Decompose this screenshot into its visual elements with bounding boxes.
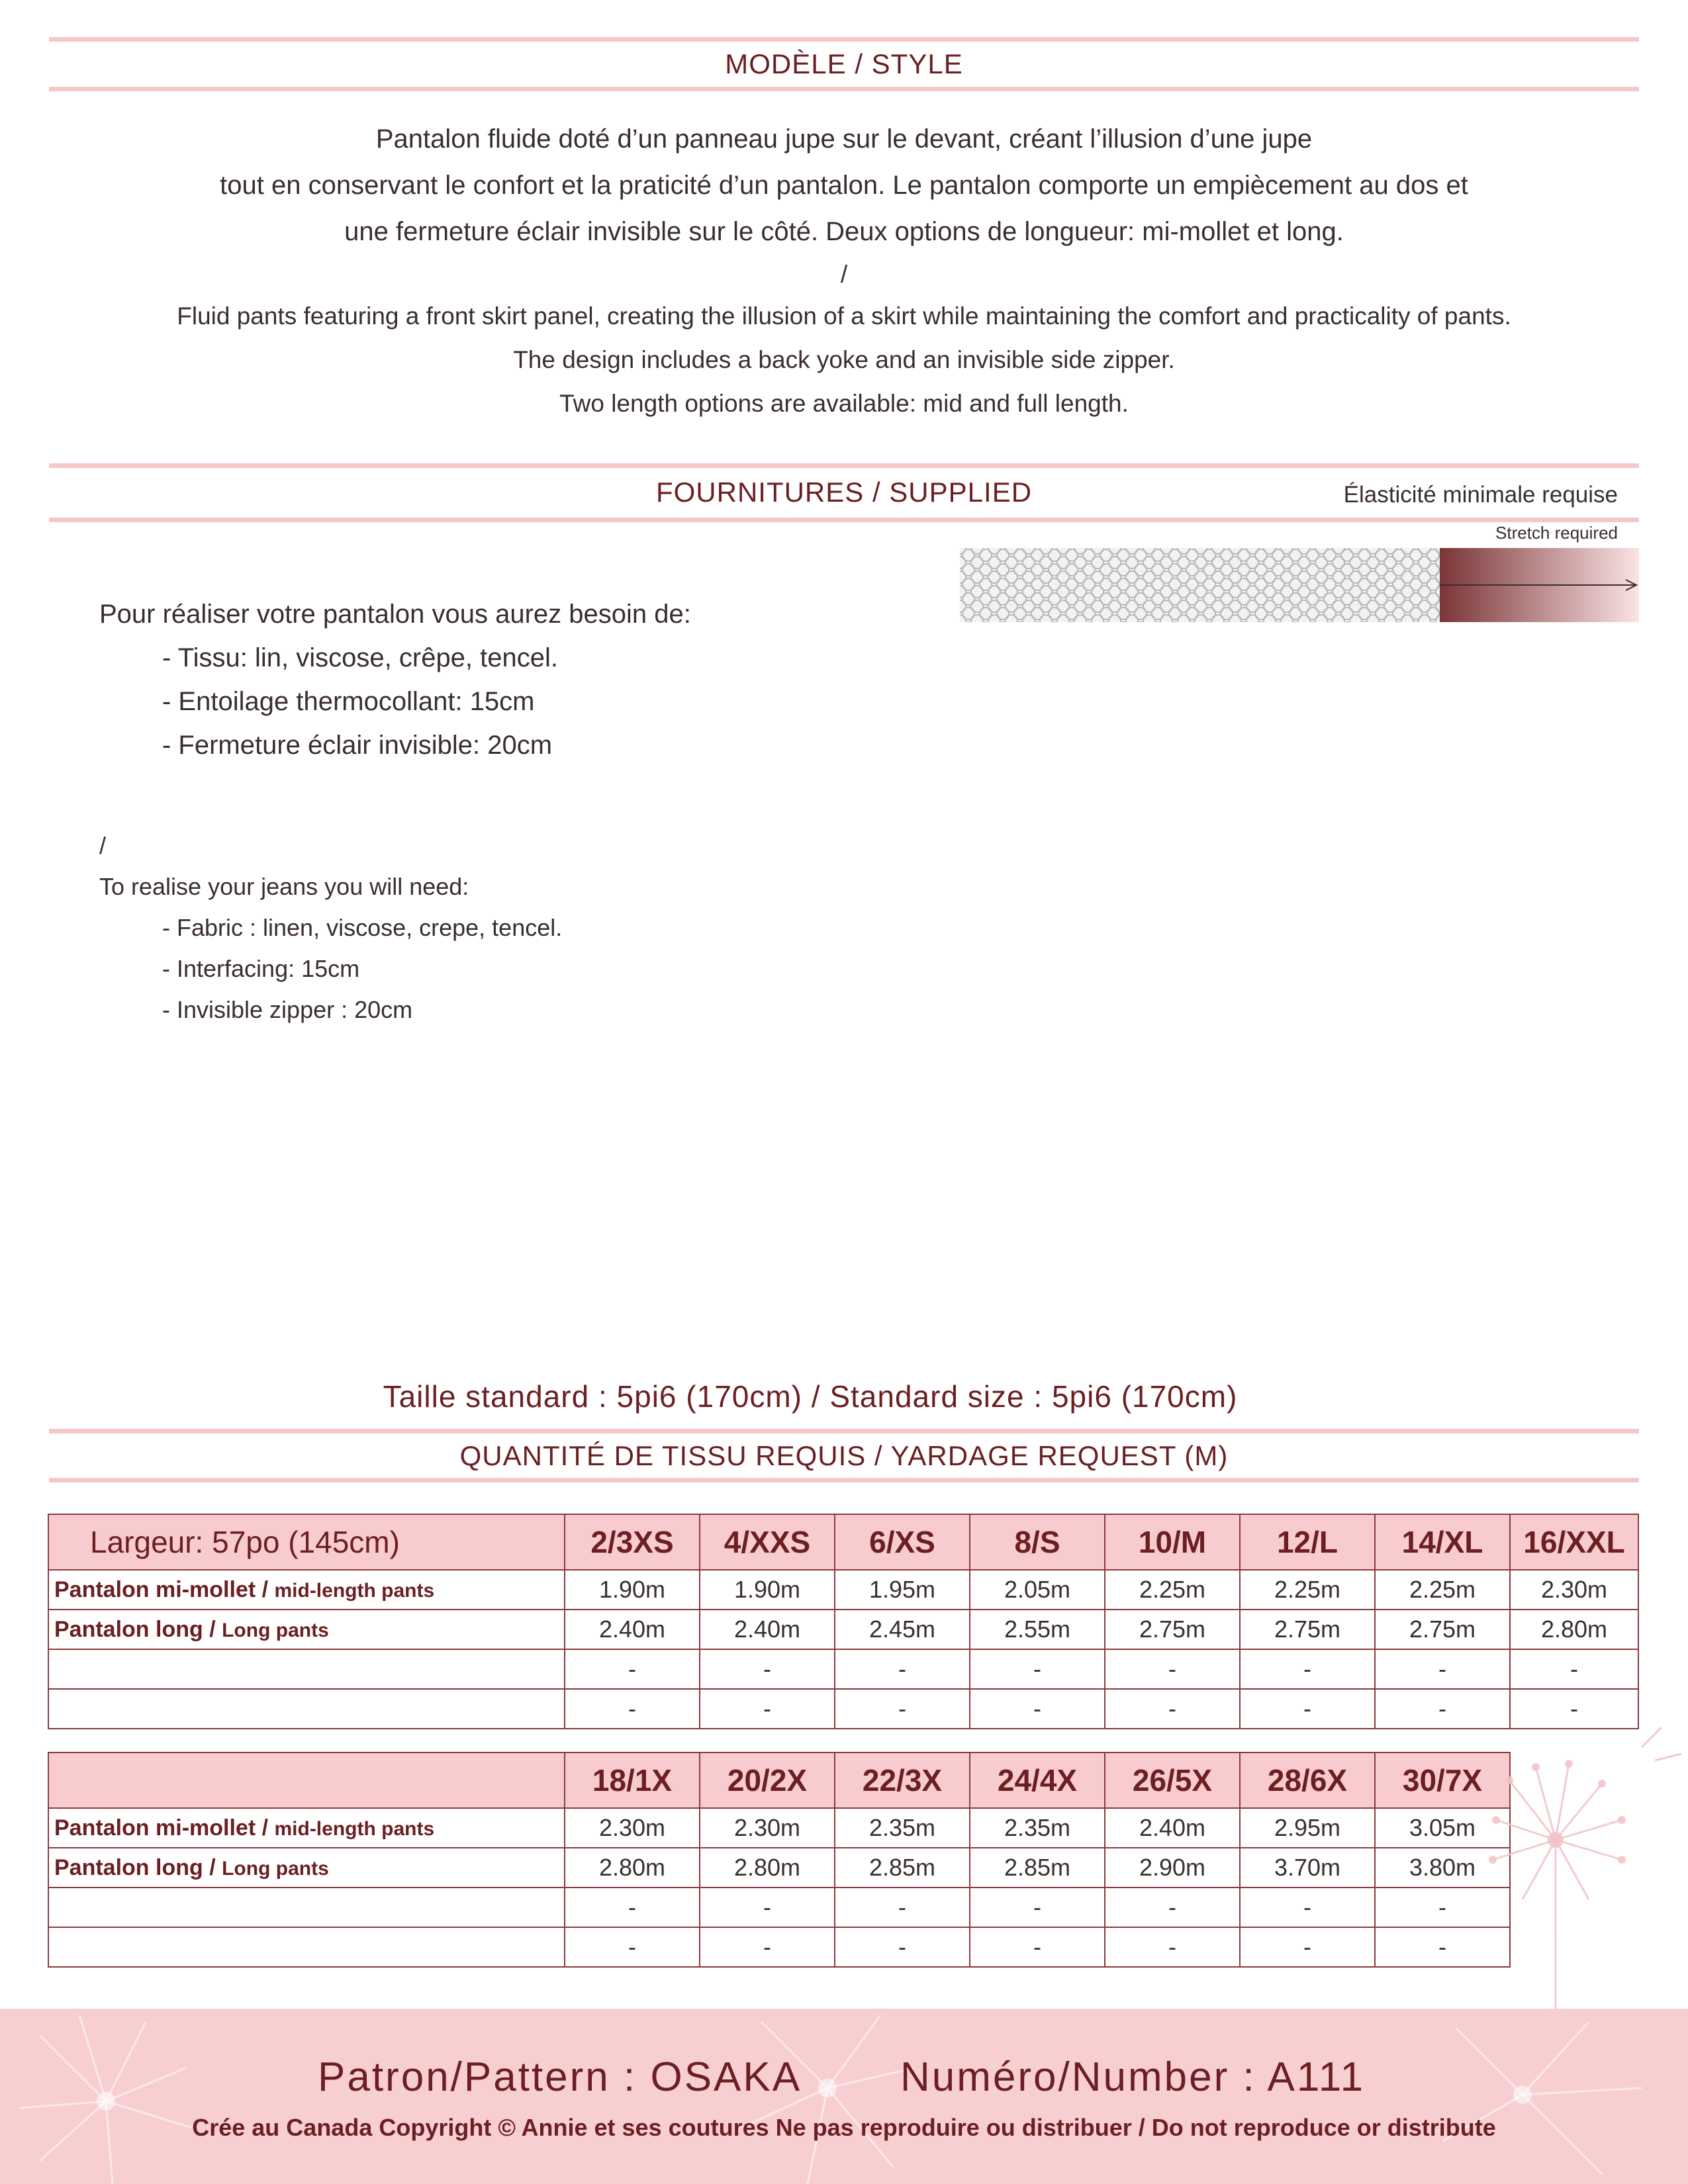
yardage-value: 1.95m xyxy=(835,1570,970,1610)
style-description xyxy=(49,116,1639,426)
row-label-fr: Pantalon long / xyxy=(54,1616,222,1642)
size-header: 16/XXL xyxy=(1510,1514,1638,1570)
divider xyxy=(49,87,1639,91)
yardage-value: 3.05m xyxy=(1375,1808,1510,1848)
yardage-value: - xyxy=(700,1927,835,1967)
yardage-value: 2.40m xyxy=(700,1610,835,1649)
table-row xyxy=(48,1888,1510,1927)
size-header: 4/XXS xyxy=(700,1514,835,1570)
style-en-line: Fluid pants featuring a front skirt panel, creating the illusion of a skirt while maintaining the comfort and practicality of pants. xyxy=(177,302,1511,330)
size-header: 28/6X xyxy=(1240,1752,1375,1808)
yardage-value: 2.35m xyxy=(970,1808,1105,1848)
row-label-fr: Pantalon long / xyxy=(54,1854,222,1880)
yardage-value: - xyxy=(1375,1888,1510,1927)
style-section-title: MODÈLE / STYLE xyxy=(725,48,963,79)
size-header: 22/3X xyxy=(835,1752,970,1808)
yardage-value: 2.25m xyxy=(1375,1570,1510,1610)
yardage-value: 2.30m xyxy=(1510,1570,1638,1610)
supplies-list xyxy=(99,592,894,1030)
footer-dandelion-pattern-icon xyxy=(0,2009,1688,2184)
yardage-value: - xyxy=(1240,1888,1375,1927)
yardage-value: 1.90m xyxy=(565,1570,700,1610)
yardage-value: - xyxy=(970,1888,1105,1927)
supplies-en-intro: To realise your jeans you will need: xyxy=(99,873,469,900)
yardage-value: - xyxy=(1375,1649,1510,1689)
fabric-mesh xyxy=(960,548,1440,622)
divider xyxy=(49,37,1639,42)
yardage-value: - xyxy=(565,1927,700,1967)
table-row xyxy=(48,1610,1638,1649)
supply-item: - Interfacing: 15cm xyxy=(162,955,360,982)
row-label-en: mid-length pants xyxy=(274,1579,435,1602)
row-label-en: mid-length pants xyxy=(274,1817,435,1840)
table-header-row xyxy=(48,1514,1638,1570)
yardage-value: 2.35m xyxy=(835,1808,970,1848)
yardage-value: 2.85m xyxy=(835,1848,970,1888)
yardage-value: - xyxy=(835,1888,970,1927)
yardage-value: - xyxy=(970,1927,1105,1967)
yardage-table-1 xyxy=(48,1514,1639,1729)
yardage-value: 2.95m xyxy=(1240,1808,1375,1848)
standard-size-label: Taille standard : 5pi6 (170cm) / Standard size : 5pi6 (170cm) xyxy=(383,1379,1238,1414)
yardage-value: - xyxy=(700,1649,835,1689)
yardage-value: 2.90m xyxy=(1105,1848,1240,1888)
yardage-value: - xyxy=(1105,1888,1240,1927)
table-row xyxy=(48,1649,1638,1689)
size-header: 24/4X xyxy=(970,1752,1105,1808)
size-header: 30/7X xyxy=(1375,1752,1510,1808)
table-row xyxy=(48,1927,1510,1967)
yardage-table-2 xyxy=(48,1752,1511,1968)
divider xyxy=(49,1478,1639,1482)
yardage-value: - xyxy=(1240,1927,1375,1967)
yardage-value: 3.80m xyxy=(1375,1848,1510,1888)
yardage-title: QUANTITÉ DE TISSU REQUIS / YARDAGE REQUEST (M) xyxy=(459,1440,1229,1471)
row-label-fr: Pantalon mi-mollet / xyxy=(54,1576,275,1602)
supply-item: - Entoilage thermocollant: 15cm xyxy=(162,687,535,716)
yardage-value: - xyxy=(835,1649,970,1689)
fabric-width-label xyxy=(48,1752,565,1808)
yardage-value: 3.70m xyxy=(1240,1848,1375,1888)
yardage-value: - xyxy=(1240,1689,1375,1729)
pattern-name: Patron/Pattern : OSAKA xyxy=(318,2054,802,2100)
table-row xyxy=(48,1848,1510,1888)
style-en-line: Two length options are available: mid and full length. xyxy=(559,390,1129,417)
yardage-value: - xyxy=(700,1888,835,1927)
row-label-fr: Pantalon mi-mollet / xyxy=(54,1815,275,1841)
yardage-value: 2.30m xyxy=(700,1808,835,1848)
yardage-value: 2.80m xyxy=(1510,1610,1638,1649)
yardage-value: - xyxy=(565,1888,700,1927)
row-label xyxy=(48,1927,565,1967)
style-fr-line: une fermeture éclair invisible sur le côté. Deux options de longueur: mi-mollet et long. xyxy=(344,217,1344,246)
divider xyxy=(49,463,1639,468)
divider xyxy=(49,1429,1639,1433)
yardage-value: 2.25m xyxy=(1240,1570,1375,1610)
yardage-value: 2.05m xyxy=(970,1570,1105,1610)
yardage-value: - xyxy=(835,1927,970,1967)
row-label xyxy=(48,1610,565,1649)
size-header: 26/5X xyxy=(1105,1752,1240,1808)
yardage-value: - xyxy=(565,1689,700,1729)
yardage-value: - xyxy=(970,1689,1105,1729)
supply-item: - Fermeture éclair invisible: 20cm xyxy=(162,731,553,760)
row-label-en: Long pants xyxy=(222,1857,329,1880)
size-header: 6/XS xyxy=(835,1514,970,1570)
yardage-value: 2.75m xyxy=(1105,1610,1240,1649)
size-header: 12/L xyxy=(1240,1514,1375,1570)
row-label-en: Long pants xyxy=(222,1619,329,1641)
yardage-value: - xyxy=(1105,1649,1240,1689)
supplies-fr-intro: Pour réaliser votre pantalon vous aurez besoin de: xyxy=(99,600,691,629)
row-label xyxy=(48,1888,565,1927)
yardage-value: 2.55m xyxy=(970,1610,1105,1649)
row-label xyxy=(48,1570,565,1610)
stretch-label-en: Stretch required xyxy=(1495,523,1618,543)
style-separator: / xyxy=(840,261,848,288)
row-label xyxy=(48,1649,565,1689)
yardage-value: 2.25m xyxy=(1105,1570,1240,1610)
size-header: 2/3XS xyxy=(565,1514,700,1570)
size-header: 8/S xyxy=(970,1514,1105,1570)
yardage-value: 2.40m xyxy=(1105,1808,1240,1848)
style-fr-line: tout en conservant le confort et la praticité d’un pantalon. Le pantalon comporte un empiècement au dos et xyxy=(220,171,1468,200)
yardage-value: - xyxy=(1375,1689,1510,1729)
supplies-separator: / xyxy=(99,832,107,859)
size-header: 10/M xyxy=(1105,1514,1240,1570)
stretch-label-fr: Élasticité minimale requise xyxy=(1343,482,1618,508)
yardage-value: 2.45m xyxy=(835,1610,970,1649)
yardage-value: 2.75m xyxy=(1375,1610,1510,1649)
fabric-width-label: Largeur: 57po (145cm) xyxy=(48,1514,565,1570)
yardage-value: - xyxy=(1240,1649,1375,1689)
yardage-value: 2.30m xyxy=(565,1808,700,1848)
yardage-value: 1.90m xyxy=(700,1570,835,1610)
yardage-value: - xyxy=(1375,1927,1510,1967)
yardage-value: - xyxy=(1510,1689,1638,1729)
size-header: 14/XL xyxy=(1375,1514,1510,1570)
table-row xyxy=(48,1570,1638,1610)
yardage-value: 2.80m xyxy=(700,1848,835,1888)
supplies-section-title: FOURNITURES / SUPPLIED xyxy=(655,477,1033,508)
supply-item: - Tissu: lin, viscose, crêpe, tencel. xyxy=(162,643,559,672)
size-header: 18/1X xyxy=(565,1752,700,1808)
yardage-value: - xyxy=(1510,1649,1638,1689)
table-header-row xyxy=(48,1752,1510,1808)
yardage-value: - xyxy=(700,1689,835,1729)
yardage-value: - xyxy=(835,1689,970,1729)
yardage-value: - xyxy=(1105,1689,1240,1729)
row-label xyxy=(48,1848,565,1888)
divider xyxy=(49,518,1639,522)
yardage-value: - xyxy=(1105,1927,1240,1967)
yardage-value: 2.80m xyxy=(565,1848,700,1888)
table-row xyxy=(48,1808,1510,1848)
yardage-value: - xyxy=(565,1649,700,1689)
style-en-line: The design includes a back yoke and an invisible side zipper. xyxy=(513,346,1175,373)
stretch-gauge xyxy=(960,548,1639,622)
dandelion-decoration-icon xyxy=(1377,1721,1688,2012)
yardage-value: 2.85m xyxy=(970,1848,1105,1888)
row-label xyxy=(48,1689,565,1729)
yardage-value: 2.75m xyxy=(1240,1610,1375,1649)
size-header: 20/2X xyxy=(700,1752,835,1808)
footer-band xyxy=(0,2009,1688,2184)
style-fr-line: Pantalon fluide doté d’un panneau jupe sur le devant, créant l’illusion d’une jupe xyxy=(375,124,1313,154)
supply-item: - Invisible zipper : 20cm xyxy=(162,996,413,1023)
yardage-value: 2.40m xyxy=(565,1610,700,1649)
copyright-notice: Crée au Canada Copyright © Annie et ses coutures Ne pas reproduire ou distribuer / Do not reproduce or distribute xyxy=(192,2114,1496,2141)
row-label xyxy=(48,1808,565,1848)
supply-item: - Fabric : linen, viscose, crepe, tencel. xyxy=(162,914,563,941)
yardage-value: - xyxy=(970,1649,1105,1689)
pattern-number: Numéro/Number : A111 xyxy=(900,2054,1366,2100)
